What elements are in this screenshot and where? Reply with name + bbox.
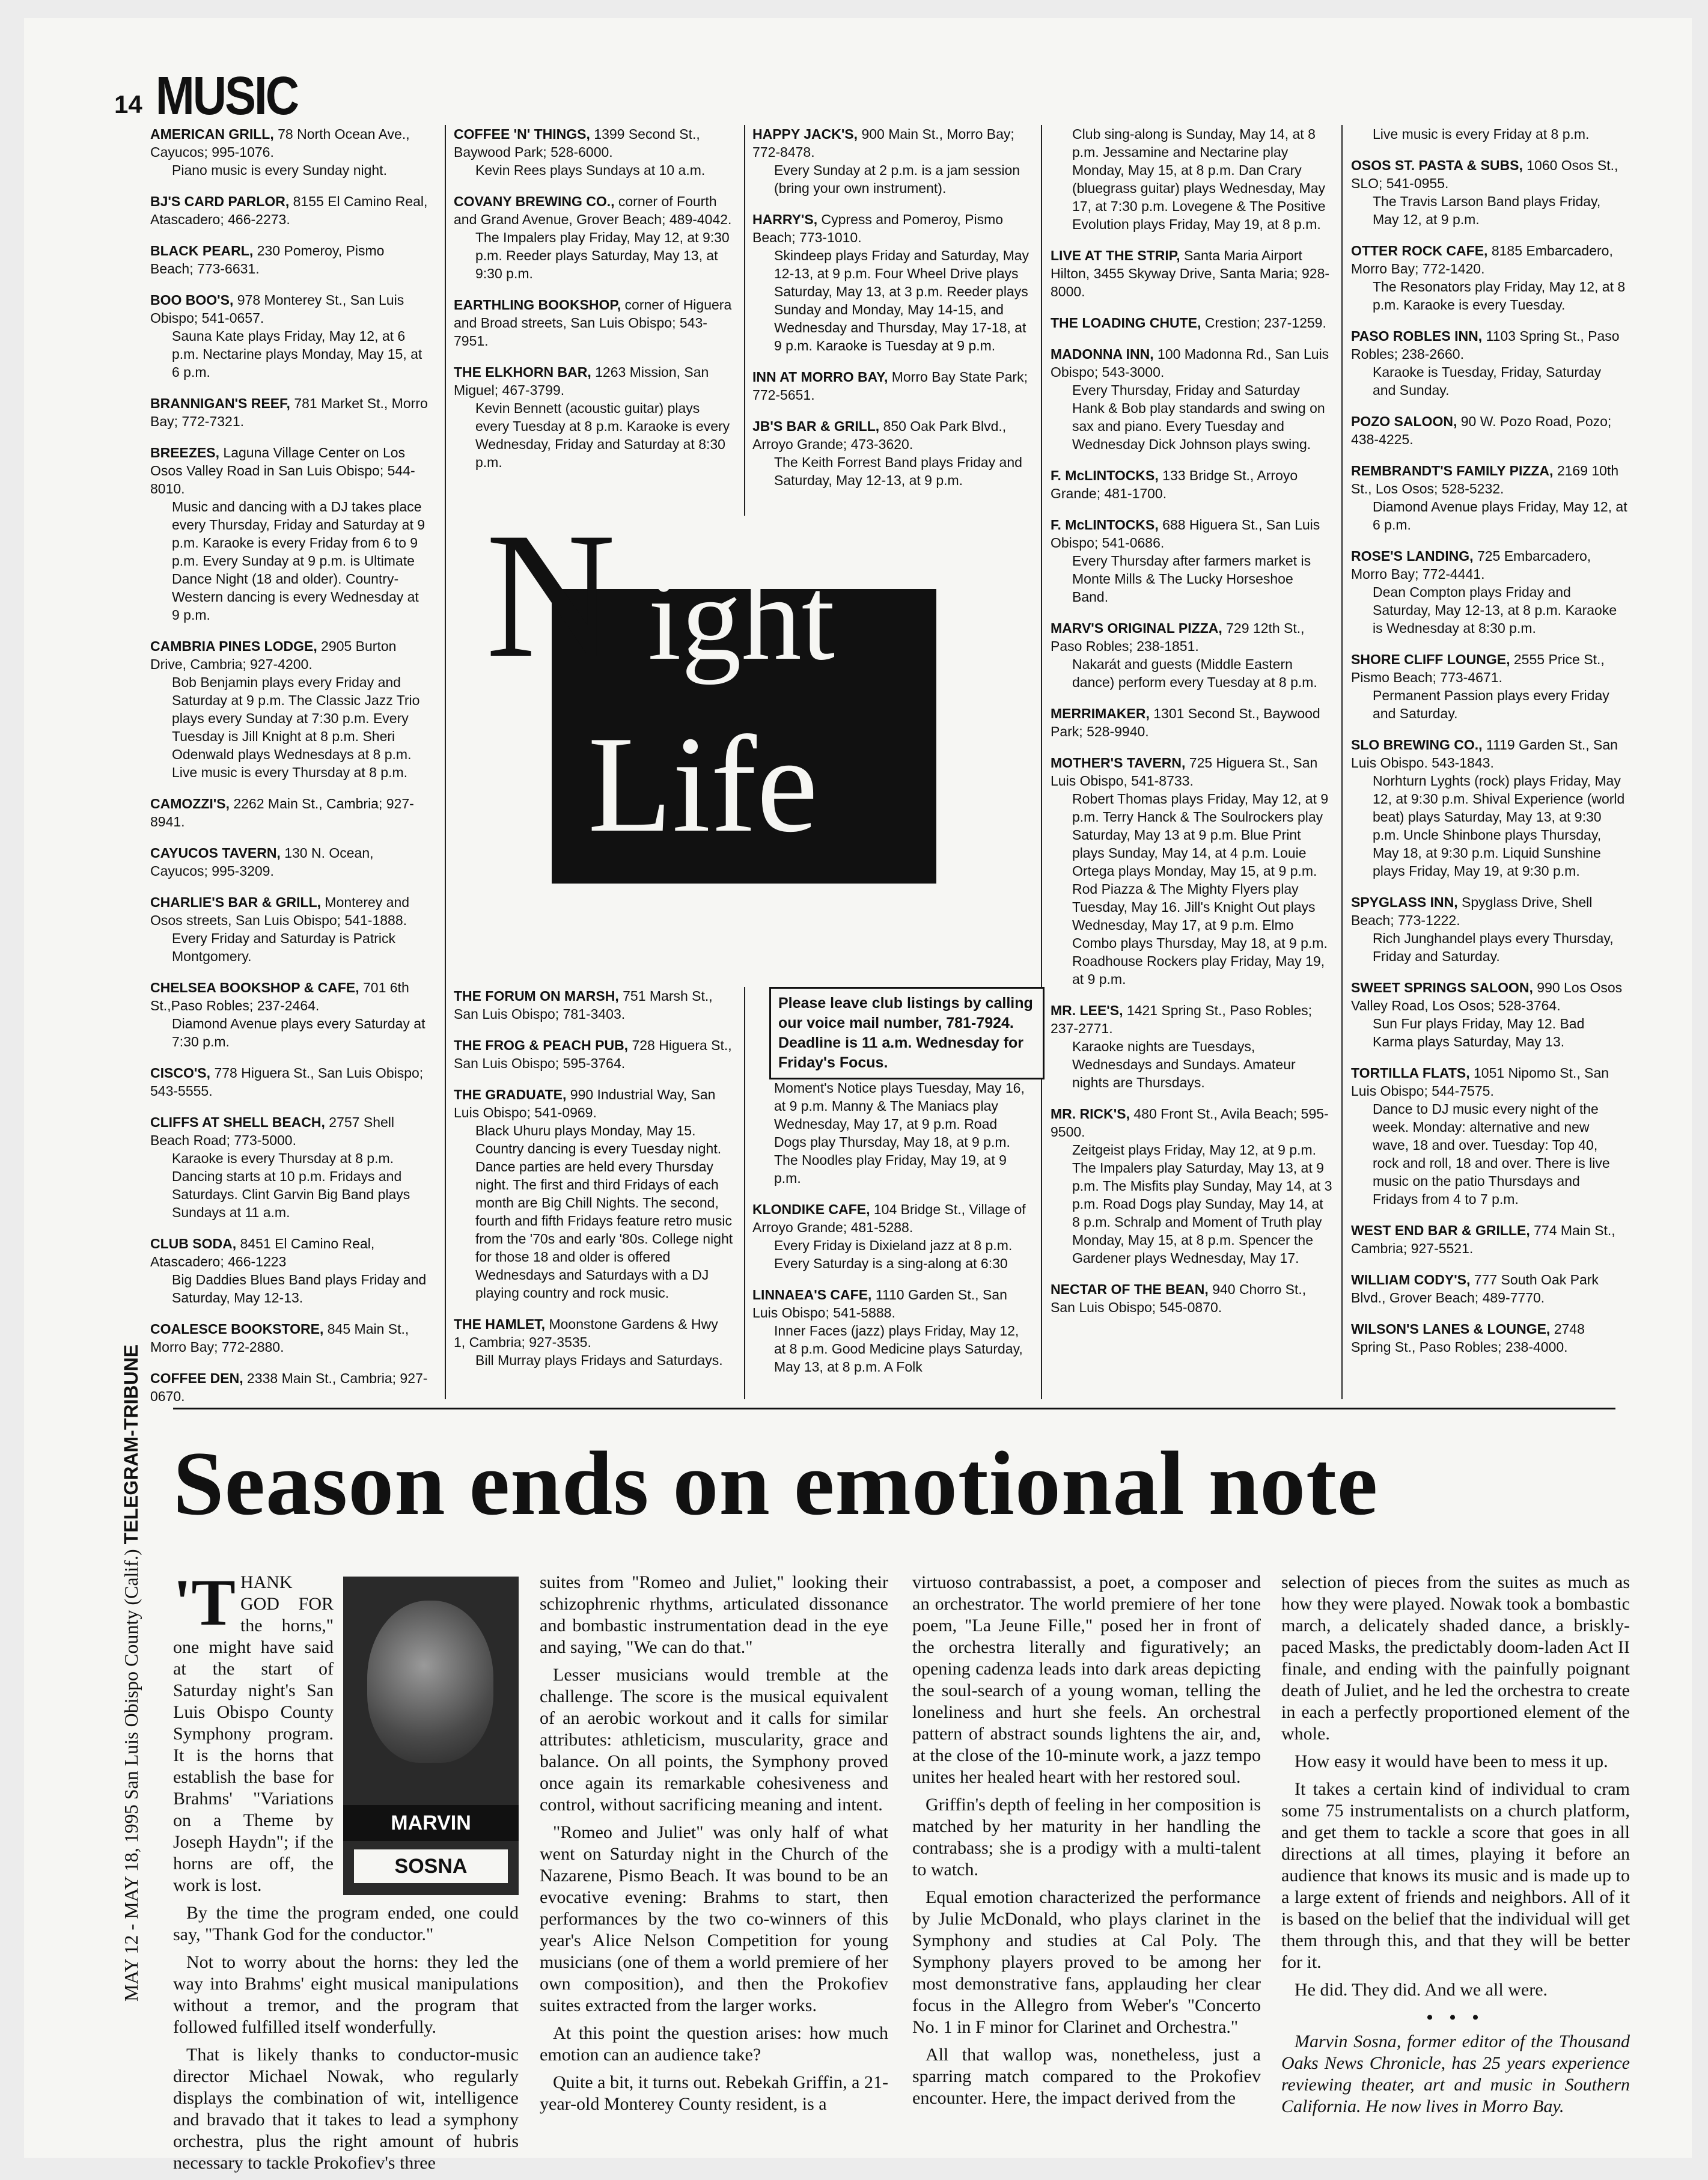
venue-name: LINNAEA'S CAFE, xyxy=(752,1287,872,1302)
listing-entry xyxy=(1351,327,1627,399)
venue-schedule: Sauna Kate plays Friday, May 12, at 6 p.m. Nectarine plays Monday, May 15, at 6 p.m. xyxy=(172,328,422,380)
listing-entry xyxy=(454,1085,733,1302)
article-paragraph: All that wallop was, nonetheless, just a sparring match compared to the Prokofiev encounter. Here, the impact derived from the xyxy=(912,2045,1261,2108)
venue-name: THE FORUM ON MARSH, xyxy=(454,988,619,1004)
author-photo xyxy=(343,1577,519,1895)
paper-name: TELEGRAM-TRIBUNE xyxy=(120,1344,142,1545)
venue-name: OSOS ST. PASTA & SUBS, xyxy=(1351,157,1523,173)
column-divider xyxy=(1341,125,1343,1399)
venue-address: 2905 Burton Drive, Cambria; 927-4200. xyxy=(150,638,397,672)
listing-entry xyxy=(150,1113,430,1221)
venue-name: BLACK PEARL, xyxy=(150,243,254,258)
article-paragraph: Griffin's depth of feeling in her composition is matched by her maturity in her handling the contrabass; she is a prodigy with a multi-talent to watch. xyxy=(912,1795,1261,1879)
dateline-text: MAY 12 - MAY 18, 1995 San Luis Obispo County (Calif.) xyxy=(120,1549,142,2001)
venue-address: 2748 Spring St., Paso Robles; 238-4000. xyxy=(1351,1321,1585,1355)
listings-column-3-bottom xyxy=(752,1079,1032,1389)
venue-address: 78 North Ocean Ave., Cayucos; 995-1076. xyxy=(150,126,410,160)
venue-schedule: Moment's Notice plays Tuesday, May 16, at 9 p.m. Manny & The Maniacs play Wednesday, May 17, at 9 p.m. Road Dogs play Thursday, May 18, at 9 p.m. The Noodles play Friday, May 19, at 9 p.m. xyxy=(774,1080,1025,1186)
venue-address: Moonstone Gardens & Hwy 1, Cambria; 927-3535. xyxy=(454,1316,718,1350)
venue-name: BOO BOO'S, xyxy=(150,292,234,308)
venue-name: F. McLINTOCKS, xyxy=(1051,517,1159,533)
listing-entry xyxy=(752,125,1032,197)
listing-entry xyxy=(454,987,733,1023)
listing-entry xyxy=(150,444,430,624)
venue-address: 845 Main St., Morro Bay; 772-2880. xyxy=(150,1321,409,1355)
venue-name: BREEZES, xyxy=(150,445,220,460)
venue-schedule: Sun Fur plays Friday, May 12. Bad Karma plays Saturday, May 13. xyxy=(1373,1016,1585,1049)
listing-entry xyxy=(752,1286,1032,1376)
venue-name: SPYGLASS INN, xyxy=(1351,894,1458,910)
listing-entry xyxy=(1051,704,1333,740)
venue-name: MARV'S ORIGINAL PIZZA, xyxy=(1051,620,1222,636)
page-number: 14 xyxy=(114,90,142,118)
lead-text: HANK GOD FOR the horns," one might have said at the start of Saturday night's San Luis Obispo County Symphony program. It is the horns that establish the base for Brahms' "Variations on a Theme by Joseph Haydn"; if the horns are off, the work is lost. xyxy=(173,1572,334,1895)
listing-entry xyxy=(1051,466,1333,502)
listing-entry xyxy=(1351,736,1627,880)
venue-schedule: Nakarát and guests (Middle Eastern dance) perform every Tuesday at 8 p.m. xyxy=(1072,656,1317,690)
venue-name: SWEET SPRINGS SALOON, xyxy=(1351,980,1533,995)
article-paragraph: It takes a certain kind of individual to cram some 75 instrumentalists on a church platform, and get them to tackle a score that goes in all directions at all times, playing it before an audience that knows its music and is made up to a large extent of friends and neighbors. All of it is based on the belief that the individual will get them through this, and that they will be better for it. xyxy=(1281,1779,1630,1972)
venue-name: CAYUCOS TAVERN, xyxy=(150,845,281,861)
venue-schedule: The Impalers play Friday, May 12, at 9:30 p.m. Reeder plays Saturday, May 13, at 9:30 p.m. xyxy=(475,230,730,281)
venue-schedule: Zeitgeist plays Friday, May 12, at 9 p.m. The Impalers play Saturday, May 13, at 9 p.m. The Misfits play Sunday, May 14, at 3 p.m. Road Dogs play Sunday, May 14, at 8 p.m. Schralp and Moment of Truth play Monday, May 15, at 8 p.m. Spencer the Gardener plays Wednesday, May 17. xyxy=(1072,1142,1332,1266)
listing-entry xyxy=(1351,1221,1627,1257)
venue-address: 2262 Main St., Cambria; 927-8941. xyxy=(150,796,414,829)
venue-schedule: Big Daddies Blues Band plays Friday and Saturday, May 12-13. xyxy=(172,1272,427,1305)
venue-name: REMBRANDT'S FAMILY PIZZA, xyxy=(1351,463,1554,478)
listing-entry xyxy=(1351,1064,1627,1208)
listing-entry xyxy=(150,192,430,228)
article-paragraph: By the time the program ended, one could say, "Thank God for the conductor." xyxy=(173,1903,519,1944)
venue-name: BJ'S CARD PARLOR, xyxy=(150,194,290,209)
article-paragraph: He did. They did. And we all were. xyxy=(1295,1980,1548,2000)
listing-entry xyxy=(1351,462,1627,534)
listing-entry xyxy=(1051,314,1333,332)
venue-address: 729 12th St., Paso Robles; 238-1851. xyxy=(1051,620,1305,654)
venue-address: 104 Bridge St., Village of Arroyo Grande; 481-5288. xyxy=(752,1201,1026,1235)
listing-entry xyxy=(1351,1320,1627,1356)
venue-address: corner of Higuera and Broad streets, San Luis Obispo; 543-7951. xyxy=(454,297,732,349)
author-bio: Marvin Sosna, former editor of the Thousand Oaks News Chronicle, has 25 years experience reviewing theater, art and music in Southern California. He now lives in Morro Bay. xyxy=(1281,2032,1630,2116)
venue-name: THE FROG & PEACH PUB, xyxy=(454,1037,629,1053)
listing-entry xyxy=(752,210,1032,355)
listing-entry xyxy=(1351,1271,1627,1307)
listings-column-2-bottom xyxy=(454,987,733,1382)
venue-address: 230 Pomeroy, Pismo Beach; 773-6631. xyxy=(150,243,385,276)
venue-name: BRANNIGAN'S REEF, xyxy=(150,395,290,411)
listings-column-5 xyxy=(1351,125,1627,1369)
listing-entry xyxy=(1051,246,1333,301)
venue-schedule: Bob Benjamin plays every Friday and Saturday at 9 p.m. The Classic Jazz Trio plays every Sunday at 7:30 p.m. Every Tuesday is Jill Knight at 8 p.m. Sheri Odenwald plays Wednesdays at 8 p.m. Live music is every Thursday at 8 p.m. xyxy=(172,674,420,780)
venue-name: OTTER ROCK CAFE, xyxy=(1351,243,1488,258)
article-paragraph: Not to worry about the horns: they led the way into Brahms' eight musical manipulations without a tremor, and the program that followed fulfilled itself wonderfully. xyxy=(173,1952,519,2037)
listing-entry xyxy=(150,291,430,381)
venue-schedule: The Keith Forrest Band plays Friday and Saturday, May 12-13, at 9 p.m. xyxy=(774,454,1022,488)
venue-schedule: Rich Junghandel plays every Thursday, Friday and Saturday. xyxy=(1373,930,1614,964)
listing-entry xyxy=(1351,242,1627,314)
venue-schedule: Dance to DJ music every night of the week. Monday: alternative and new wave, 18 and over. Tuesday: Top 40, rock and roll, 18 and over. There is live music on the patio Thursdays and Fridays from 4 to 7 p.m. xyxy=(1373,1101,1610,1207)
venue-name: THE ELKHORN BAR, xyxy=(454,364,591,380)
venue-address: 1421 Spring St., Paso Robles; 237-2771. xyxy=(1051,1003,1313,1036)
venue-schedule: Karaoke is Tuesday, Friday, Saturday and Sunday. xyxy=(1373,364,1602,398)
venue-name: CLUB SODA, xyxy=(150,1236,237,1251)
venue-address: 1119 Garden St., San Luis Obispo. 543-1843. xyxy=(1351,737,1618,771)
night-life-logo xyxy=(474,495,1017,974)
venue-address: 725 Higuera St., San Luis Obispo, 541-8733. xyxy=(1051,755,1318,789)
article-paragraph: "Romeo and Juliet" was only half of what went on Saturday night in the Church of the Nazarene, Pismo Beach. It was bound to be an evocative evening: Brahms to start, then performances by the two co-winners of this year's Alice Nelson Competition for young musicians (one of them a world premiere of her own composition), and then the Prokofiev suites extracted from the larger works. xyxy=(540,1822,888,2015)
venue-address: 1051 Nipomo St., San Luis Obispo; 544-7575. xyxy=(1351,1065,1609,1099)
listings-column-1 xyxy=(150,125,430,1418)
venue-schedule: Kevin Bennett (acoustic guitar) plays every Tuesday at 8 p.m. Karaoke is every Wednesday, Friday and Saturday at 8:30 p.m. xyxy=(475,400,730,470)
venue-name: PASO ROBLES INN, xyxy=(1351,328,1483,344)
article-column-4 xyxy=(1281,1572,1630,2124)
venue-name: AMERICAN GRILL, xyxy=(150,126,274,142)
article-column-2 xyxy=(540,1572,888,2121)
venue-address: 2757 Shell Beach Road; 773-5000. xyxy=(150,1114,394,1148)
venue-schedule: Live music is every Friday at 8 p.m. xyxy=(1373,126,1590,142)
night-life-letter-n: N xyxy=(486,495,616,695)
article-paragraph: That is likely thanks to conductor-music director Michael Nowak, who regularly displays the combination of wit, intelligence and bravado that it takes to lead a symphony orchestra, plus the right amount of hubris necessary to tackle Prokofiev's three xyxy=(173,2045,519,2173)
venue-name: WILLIAM CODY'S, xyxy=(1351,1272,1471,1287)
venue-schedule: Every Friday and Saturday is Patrick Montgomery. xyxy=(172,930,395,964)
article-paragraph: suites from "Romeo and Juliet," looking their schizophrenic rhythms, articulated dissonance and bombastic instrumentation dead in the eye and saying, "We can do that." xyxy=(540,1572,888,1657)
venue-schedule: Every Sunday at 2 p.m. is a jam session (bring your own instrument). xyxy=(774,162,1020,196)
listing-entry xyxy=(454,363,733,471)
venue-address: 133 Bridge St., Arroyo Grande; 481-1700. xyxy=(1051,468,1298,501)
listing-entry xyxy=(1351,650,1627,722)
venue-address: 1263 Mission, San Miguel; 467-3799. xyxy=(454,364,709,398)
listing-entry xyxy=(150,1064,430,1100)
venue-name: MR. LEE'S, xyxy=(1051,1003,1123,1018)
venue-address: 480 Front St., Avila Beach; 595-9500. xyxy=(1051,1106,1329,1140)
venue-name: COFFEE 'N' THINGS, xyxy=(454,126,590,142)
venue-name: CAMBRIA PINES LODGE, xyxy=(150,638,317,654)
listing-entry xyxy=(1051,125,1333,233)
venue-name: LIVE AT THE STRIP, xyxy=(1051,248,1180,263)
venue-address: 2169 10th St., Los Osos; 528-5232. xyxy=(1351,463,1619,496)
venue-name: JB'S BAR & GRILL, xyxy=(752,418,880,434)
listing-entry xyxy=(752,1200,1032,1272)
article-lead-paragraph xyxy=(173,1566,519,1896)
venue-address: 940 Chorro St., San Luis Obispo; 545-0870. xyxy=(1051,1281,1307,1315)
venue-address: 778 Higuera St., San Luis Obispo; 543-5555. xyxy=(150,1065,424,1099)
venue-name: CAMOZZI'S, xyxy=(150,796,230,811)
venue-address: 751 Marsh St., San Luis Obispo; 781-3403. xyxy=(454,988,713,1022)
venue-address: 900 Main St., Morro Bay; 772-8478. xyxy=(752,126,1014,160)
author-name-last: SOSNA xyxy=(354,1849,508,1883)
listing-entry xyxy=(1351,125,1627,143)
article-column-1 xyxy=(173,1566,519,2180)
venue-address: 990 Industrial Way, San Luis Obispo; 541-0969. xyxy=(454,1087,716,1120)
article-paragraph: At this point the question arises: how much emotion can an audience take? xyxy=(540,2023,888,2065)
venue-name: INN AT MORRO BAY, xyxy=(752,369,888,385)
article-paragraph: How easy it would have been to mess it up. xyxy=(1295,1751,1608,1771)
venue-schedule: Inner Faces (jazz) plays Friday, May 12, at 8 p.m. Good Medicine plays Saturday, May 13, at 8 p.m. A Folk xyxy=(774,1323,1023,1375)
venue-name: THE LOADING CHUTE, xyxy=(1051,315,1201,331)
venue-address: 725 Embarcadero, Morro Bay; 772-4441. xyxy=(1351,548,1591,582)
listing-entry xyxy=(150,1320,430,1356)
venue-name: COFFEE DEN, xyxy=(150,1370,243,1386)
venue-address: 8155 El Camino Real, Atascadero; 466-2273. xyxy=(150,194,428,227)
venue-name: MADONNA INN, xyxy=(1051,346,1154,362)
venue-schedule: Robert Thomas plays Friday, May 12, at 9 p.m. Terry Hanck & The Soulrockers play Saturday, May 13 at 9 p.m. Blue Print plays Sunday, May 14, at 4 p.m. Louie Ortega plays Monday, May 15, at 9 p.m. Rod Piazza & The Mighty Flyers play Tuesday, May 16. Jill's Knight Out plays Wednesday, May 17, at 9 p.m. Elmo Combo plays Thursday, May 18, at 9 p.m. Roadhouse Rockers play Friday, May 19, at 9 p.m. xyxy=(1072,791,1329,987)
section-separator: • • • xyxy=(1426,2007,1485,2027)
venue-name: HAPPY JACK'S, xyxy=(752,126,858,142)
listing-entry xyxy=(1051,345,1333,453)
venue-name: TORTILLA FLATS, xyxy=(1351,1065,1470,1081)
venue-address: 1060 Osos St., SLO; 541-0955. xyxy=(1351,157,1618,191)
venue-address: Santa Maria Airport Hilton, 3455 Skyway Drive, Santa Maria; 928-8000. xyxy=(1051,248,1330,299)
venue-name: MR. RICK'S, xyxy=(1051,1106,1130,1122)
venue-schedule: Permanent Passion plays every Friday and Saturday. xyxy=(1373,688,1609,721)
venue-name: SHORE CLIFF LOUNGE, xyxy=(1351,652,1510,667)
page-header xyxy=(114,65,298,126)
venue-name: EARTHLING BOOKSHOP, xyxy=(454,297,621,313)
venue-address: Monterey and Osos streets, San Luis Obispo; 541-1888. xyxy=(150,894,410,928)
venue-name: KLONDIKE CAFE, xyxy=(752,1201,870,1217)
venue-address: 774 Main St., Cambria; 927-5521. xyxy=(1351,1223,1615,1256)
listing-entry xyxy=(150,637,430,781)
section-title: MUSIC xyxy=(155,65,298,126)
venue-schedule: Club sing-along is Sunday, May 14, at 8 p.m. Jessamine and Nectarine play Monday, May 15, at 8 p.m. Dan Crary (bluegrass guitar) plays Wednesday, May 17, at 7:30 p.m. Lovegene & The Positive Evolution plays Friday, May 19, at 8 p.m. xyxy=(1072,126,1326,232)
venue-address: 701 6th St.,Paso Robles; 237-2464. xyxy=(150,980,409,1013)
listings-column-2-top xyxy=(454,125,733,484)
column-divider xyxy=(744,125,745,516)
venue-address: Morro Bay State Park; 772-5651. xyxy=(752,369,1028,403)
listing-entry xyxy=(150,1235,430,1307)
venue-name: WILSON'S LANES & LOUNGE, xyxy=(1351,1321,1551,1337)
listing-entry xyxy=(1351,979,1627,1051)
article-paragraph: selection of pieces from the suites as much as how they were played. Nowak took a bombastic march, a delicately shaded dance, a briskly-paced Masks, the predictably doom-laden Act II finale, and ending with the painfully poignant death of Juliet, and he led the orchestra to create in each a perfectly proportioned element of the whole. xyxy=(1281,1572,1630,1744)
author-name-first: MARVIN xyxy=(343,1805,519,1841)
listing-entry xyxy=(150,893,430,965)
venue-name: CLIFFS AT SHELL BEACH, xyxy=(150,1114,325,1130)
venue-address: Laguna Village Center on Los Osos Valley Road in San Luis Obispo; 544-8010. xyxy=(150,445,415,496)
night-life-word-life: Life xyxy=(588,707,819,861)
listing-entry xyxy=(150,242,430,278)
listing-entry xyxy=(1051,1001,1333,1092)
listing-entry xyxy=(150,125,430,179)
headline-rule xyxy=(173,1408,1615,1409)
listing-entry xyxy=(150,795,430,831)
venue-name: ROSE'S LANDING, xyxy=(1351,548,1474,564)
venue-address: 1103 Spring St., Paso Robles; 238-2660. xyxy=(1351,328,1620,362)
venue-address: 100 Madonna Rd., San Luis Obispo; 543-3000. xyxy=(1051,346,1329,380)
night-life-word-ight: ight xyxy=(648,552,835,685)
venue-name: MERRIMAKER, xyxy=(1051,706,1150,721)
venue-schedule: The Resonators play Friday, May 12, at 8 p.m. Karaoke is every Tuesday. xyxy=(1373,279,1626,313)
venue-name: COVANY BREWING CO., xyxy=(454,194,615,209)
listing-entry xyxy=(1351,893,1627,965)
venue-name: COALESCE BOOKSTORE, xyxy=(150,1321,324,1337)
venue-name: CHARLIE'S BAR & GRILL, xyxy=(150,894,322,910)
listing-entry xyxy=(454,1036,733,1072)
column-divider xyxy=(744,987,745,1399)
venue-address: 1110 Garden St., San Luis Obispo; 541-5888. xyxy=(752,1287,1007,1321)
venue-address: 8185 Embarcadero, Morro Bay; 772-1420. xyxy=(1351,243,1613,276)
venue-address: 777 South Oak Park Blvd., Grover Beach; 489-7770. xyxy=(1351,1272,1599,1305)
page-dateline xyxy=(120,1340,150,2001)
venue-name: WEST END BAR & GRILLE, xyxy=(1351,1223,1530,1238)
venue-address: 130 N. Ocean, Cayucos; 995-3209. xyxy=(150,845,374,879)
listing-entry xyxy=(1351,547,1627,637)
venue-address: 2555 Price St., Pismo Beach; 773-4671. xyxy=(1351,652,1605,685)
venue-schedule: Every Thursday after farmers market is Monte Mills & The Lucky Horseshoe Band. xyxy=(1072,553,1311,605)
venue-name: HARRY'S, xyxy=(752,212,818,227)
listing-entry xyxy=(752,417,1032,489)
venue-name: CISCO'S, xyxy=(150,1065,211,1081)
venue-schedule: Bill Murray plays Fridays and Saturdays. xyxy=(475,1352,723,1368)
listings-column-4 xyxy=(1051,125,1333,1330)
venue-name: CHELSEA BOOKSHOP & CAFE, xyxy=(150,980,359,995)
listing-entry xyxy=(454,192,733,282)
venue-address: 728 Higuera St., San Luis Obispo; 595-3764. xyxy=(454,1037,732,1071)
venue-address: 2338 Main St., Cambria; 927-0670. xyxy=(150,1370,428,1404)
venue-schedule: Every Thursday, Friday and Saturday Hank & Bob play standards and swing on sax and piano. Every Tuesday and Wednesday Dick Johnson plays swing. xyxy=(1072,382,1325,452)
newspaper-page xyxy=(24,18,1692,2173)
venue-address: Cypress and Pomeroy, Pismo Beach; 773-1010. xyxy=(752,212,1004,245)
drop-cap: 'T xyxy=(173,1566,236,1639)
listing-entry xyxy=(150,844,430,880)
listing-entry xyxy=(1051,1280,1333,1316)
article-paragraph: Lesser musicians would tremble at the challenge. The score is the musical equivalent of an aerobic workout and it calls for similar attributes: athleticism, muscularity, grace and balance. On all points, the Symphony proved once again its remarkable cohesiveness and control, without sacrificing meaning and intent. xyxy=(540,1665,888,1815)
venue-schedule: Karaoke nights are Tuesdays, Wednesdays and Sundays. Amateur nights are Thursdays. xyxy=(1072,1039,1296,1090)
venue-address: 781 Market St., Morro Bay; 772-7321. xyxy=(150,395,428,429)
venue-address: 850 Oak Park Blvd., Arroyo Grande; 473-3620. xyxy=(752,418,1007,452)
listing-entry xyxy=(454,125,733,179)
venue-address: Spyglass Drive, Shell Beach; 773-1222. xyxy=(1351,894,1593,928)
article-column-3 xyxy=(912,1572,1261,2115)
listing-entry xyxy=(454,296,733,350)
listing-entry xyxy=(150,394,430,430)
venue-address: 990 Los Osos Valley Road, Los Osos; 528-3764. xyxy=(1351,980,1623,1013)
venue-schedule: Piano music is every Sunday night. xyxy=(172,162,387,178)
listing-entry xyxy=(150,979,430,1051)
listing-entry xyxy=(454,1315,733,1369)
venue-name: POZO SALOON, xyxy=(1351,414,1457,429)
venue-name: SLO BREWING CO., xyxy=(1351,737,1483,753)
venue-schedule: Diamond Avenue plays every Saturday at 7:30 p.m. xyxy=(172,1016,425,1049)
column-divider xyxy=(1041,125,1042,1399)
listing-entry xyxy=(1351,412,1627,448)
venue-schedule: Skindeep plays Friday and Saturday, May 12-13, at 9 p.m. Four Wheel Drive plays Saturday, May 13, at 3 p.m. Reeder plays Sunday and Monday, May 14-15, and Wednesday and Thursday, May 17-18, at 9 p.m. Karaoke is Tuesday at 9 p.m. xyxy=(774,248,1029,353)
column-divider xyxy=(445,125,446,1399)
venue-address: 90 W. Pozo Road, Pozo; 438-4225. xyxy=(1351,414,1612,447)
venue-address: 688 Higuera St., San Luis Obispo; 541-0686. xyxy=(1051,517,1320,551)
listing-entry xyxy=(1051,754,1333,988)
venue-name: MOTHER'S TAVERN, xyxy=(1051,755,1186,771)
listing-entry xyxy=(1051,1105,1333,1267)
venue-address: Crestion; 237-1259. xyxy=(1204,315,1326,331)
venue-name: F. McLINTOCKS, xyxy=(1051,468,1159,483)
venue-schedule: Black Uhuru plays Monday, May 15. Country dancing is every Tuesday night. Dance parties are held every Thursday night. The first and third Fridays of each month are Big Chill Nights. The second, fourth and fifth Fridays feature retro music from the '70s and early '80s. College night for those 18 and older is offered Wednesdays and Saturdays with a DJ playing country and rock music. xyxy=(475,1123,733,1301)
venue-schedule: Dean Compton plays Friday and Saturday, May 12-13, at 8 p.m. Karaoke is Wednesday at 8:30 p.m. xyxy=(1373,584,1617,636)
listings-column-3-top xyxy=(752,125,1032,502)
venue-address: 8451 El Camino Real, Atascadero; 466-1223 xyxy=(150,1236,375,1269)
venue-schedule: Kevin Rees plays Sundays at 10 a.m. xyxy=(475,162,706,178)
venue-name: THE GRADUATE, xyxy=(454,1087,567,1102)
listing-entry xyxy=(752,1079,1032,1187)
listing-entry xyxy=(1351,156,1627,228)
venue-schedule: Karaoke is every Thursday at 8 p.m. Dancing starts at 10 p.m. Fridays and Saturdays. Clint Garvin Big Band plays Sundays at 11 a.m. xyxy=(172,1150,410,1220)
venue-address: 1301 Second St., Baywood Park; 528-9940. xyxy=(1051,706,1320,739)
venue-address: 978 Monterey St., San Luis Obispo; 541-0657. xyxy=(150,292,404,326)
article-paragraph: virtuoso contrabassist, a poet, a composer and an orchestrator. The world premiere of her tone poem, "La Jeune Fille," posed her in front of the orchestra literally and figuratively; an opening cadenza leads into dark areas depicting the soul-search of a young woman, telling the loneliness and hurt she feels. An orchestral pattern of abstract sounds lightens the air, and, at the close of the 10-minute work, a jazz tempo unites her healed heart with her restored soul. xyxy=(912,1572,1261,1787)
listing-entry xyxy=(1051,619,1333,691)
venue-address: corner of Fourth and Grand Avenue, Grover Beach; 489-4042. xyxy=(454,194,732,227)
article-paragraph: Equal emotion characterized the performance by Julie McDonald, who plays clarinet in the Symphony and studies at Cal Poly. The Symphony players proved to be among her most demonstrative fans, applauding her clear focus in the Allegro from Weber's "Concerto No. 1 in F minor for Clarinet and Orchestra." xyxy=(912,1887,1261,2037)
venue-address: 1399 Second St., Baywood Park; 528-6000. xyxy=(454,126,700,160)
listing-entry xyxy=(752,368,1032,404)
article-paragraph: Quite a bit, it turns out. Rebekah Griffin, a 21-year-old Monterey County resident, is a xyxy=(540,2072,888,2114)
venue-name: NECTAR OF THE BEAN, xyxy=(1051,1281,1209,1297)
venue-schedule: Music and dancing with a DJ takes place every Thursday, Friday and Saturday at 9 p.m. Karaoke is every Friday from 6 to 9 p.m. Every Sunday at 9 p.m. is Ultimate Dance Night (18 and older). Country-Western dancing is every Wednesday at 9 p.m. xyxy=(172,499,425,623)
listing-notice-box: Please leave club listings by calling our voice mail number, 781-7924. Deadline is 11 a.m. Wednesday for Friday's Focus. xyxy=(769,987,1045,1079)
venue-schedule: Diamond Avenue plays Friday, May 12, at 6 p.m. xyxy=(1373,499,1627,533)
author-portrait xyxy=(367,1601,493,1763)
article-headline: Season ends on emotional note xyxy=(173,1433,1379,1534)
venue-schedule: Every Friday is Dixieland jazz at 8 p.m. Every Saturday is a sing-along at 6:30 xyxy=(774,1238,1013,1271)
venue-name: THE HAMLET, xyxy=(454,1316,546,1332)
listing-entry xyxy=(150,1369,430,1405)
venue-schedule: Norhturn Lyghts (rock) plays Friday, May 12, at 9:30 p.m. Shival Experience (world beat) plays Saturday, May 13, at 9:30 p.m. Uncle Shinbone plays Thursday, May 18, at 9:30 p.m. Liquid Sunshine plays Friday, May 19, at 9:30 p.m. xyxy=(1373,773,1625,879)
listing-entry xyxy=(1051,516,1333,606)
venue-schedule: The Travis Larson Band plays Friday, May 12, at 9 p.m. xyxy=(1373,194,1601,227)
